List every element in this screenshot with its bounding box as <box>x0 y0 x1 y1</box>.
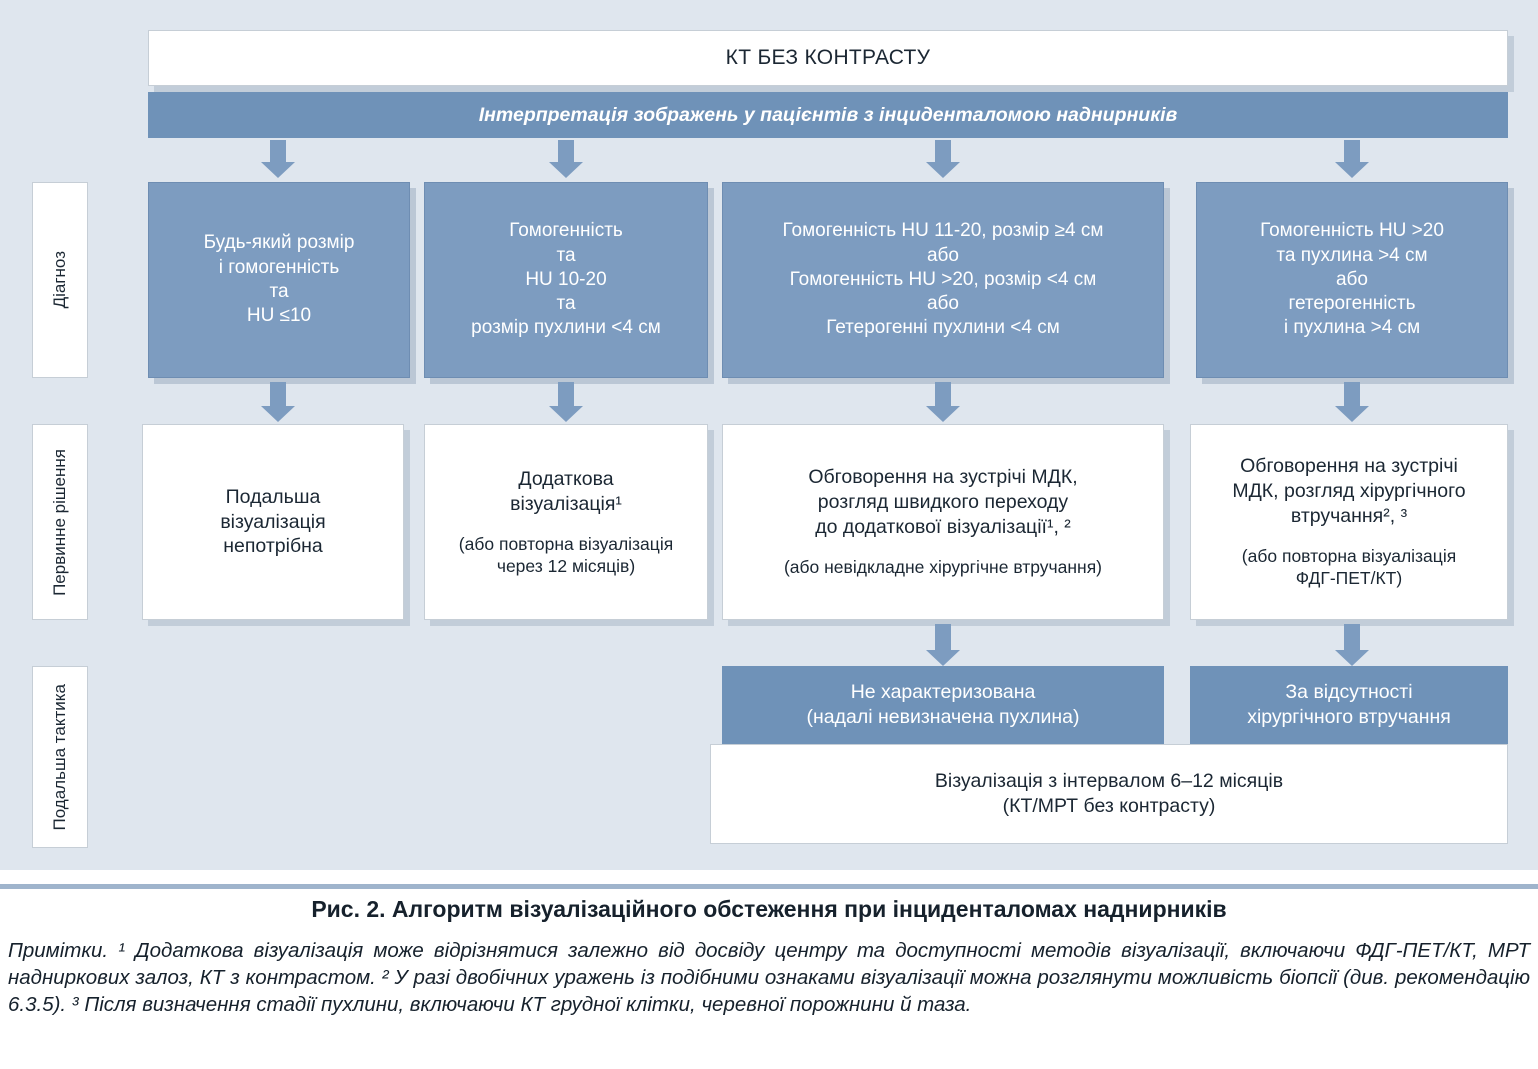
arrow-subtitle-to-dx1 <box>258 140 298 178</box>
primary-decision-box-4-main: Обговорення на зустрічі МДК, розгляд хірургічного втручання², ³ <box>1232 455 1466 528</box>
arrow-pd4-to-fm2 <box>1332 624 1372 666</box>
further-management-box-1 <box>722 666 1164 744</box>
diagnosis-box-2-text: Гомогенність та HU 10-20 та розмір пухлини <4 см <box>471 220 661 339</box>
primary-decision-box-1 <box>142 424 404 620</box>
primary-decision-box-3-main: Обговорення на зустрічі МДК, розгляд швидкого переходу до додаткової візуалізації¹, ² <box>808 466 1078 539</box>
primary-decision-box-2 <box>424 424 708 620</box>
row-label-primary-decision-text: Первинне рішення <box>50 448 70 596</box>
chart-title: КТ БЕЗ КОНТРАСТУ <box>725 45 931 69</box>
further-management-box-1-text: Не характеризована (надалі невизначена пухлина) <box>806 681 1080 728</box>
row-label-further-management-text: Подальша тактика <box>50 683 70 831</box>
arrow-dx1-to-pd1 <box>258 382 298 422</box>
arrow-pd3-to-fm1 <box>923 624 963 666</box>
chart-subtitle: Інтерпретація зображень у пацієнтів з інциденталомою наднирників <box>478 103 1178 126</box>
arrow-dx4-to-pd4 <box>1332 382 1372 422</box>
primary-decision-box-2-main: Додаткова візуалізація¹ <box>510 467 622 515</box>
caption-divider <box>0 884 1538 889</box>
diagnosis-box-3 <box>722 182 1164 378</box>
arrow-subtitle-to-dx2 <box>546 140 586 178</box>
diagnosis-box-3-text: Гомогенність HU 11-20, розмір ≥4 см або Гомогенність HU >20, розмір <4 см або Гетерогенні пухлини <4 см <box>782 220 1104 339</box>
diagnosis-box-1 <box>148 182 410 378</box>
diagnosis-box-2 <box>424 182 708 378</box>
further-management-box-2 <box>1190 666 1508 744</box>
primary-decision-box-4-sub: (або повторна візуалізація ФДГ-ПЕТ/КТ) <box>1241 546 1457 589</box>
further-management-outcome-box <box>710 744 1508 844</box>
row-label-further-management <box>32 666 88 848</box>
primary-decision-box-3 <box>722 424 1164 620</box>
diagnosis-box-4-text: Гомогенність HU >20 та пухлина >4 см або гетерогенність і пухлина >4 см <box>1260 220 1444 339</box>
primary-decision-box-4 <box>1190 424 1508 620</box>
row-label-primary-decision <box>32 424 88 620</box>
primary-decision-box-1-main: Подальша візуалізація непотрібна <box>220 485 326 558</box>
row-label-diagnosis-text: Діагноз <box>50 251 70 309</box>
band-gap-1 <box>0 398 1538 404</box>
chart-title-box <box>148 30 1508 86</box>
arrow-dx2-to-pd2 <box>546 382 586 422</box>
primary-decision-box-3-sub: (або невідкладне хірургічне втручання) <box>783 557 1103 578</box>
further-management-box-2-text: За відсутності хірургічного втручання <box>1247 681 1451 728</box>
row-label-diagnosis <box>32 182 88 378</box>
arrow-subtitle-to-dx3 <box>923 140 963 178</box>
arrow-subtitle-to-dx4 <box>1332 140 1372 178</box>
further-management-outcome-text: Візуалізація з інтервалом 6–12 місяців (КТ/МРТ без контрасту) <box>934 770 1284 817</box>
diagnosis-box-4 <box>1196 182 1508 378</box>
figure-caption: Рис. 2. Алгоритм візуалізаційного обстеження при інциденталомах наднирників <box>311 896 1227 922</box>
diagnosis-box-1-text: Будь-який розмір і гомогенність та HU ≤10 <box>203 232 355 327</box>
primary-decision-box-2-sub: (або повторна візуалізація через 12 місяців) <box>458 533 674 576</box>
figure-notes: Примітки. ¹ Додаткова візуалізація може відрізнятися залежно від досвіду центру та доступності методів візуалізації, включаючи ФДГ-ПЕТ/КТ, МРТ надниркових залоз, КТ з контрастом. ² У разі двобічних уражень із подібними ознаками візуалізації можна розглянути можливість біопсії (див. рекомендацію 6.3.5). ³ Після визначення стадії пухлини, включаючи КТ грудної клітки, черевної порожнини й таза. <box>8 939 1530 1016</box>
band-gap-2 <box>0 642 1538 648</box>
arrow-dx3-to-pd3 <box>923 382 963 422</box>
chart-subtitle-box <box>148 92 1508 138</box>
